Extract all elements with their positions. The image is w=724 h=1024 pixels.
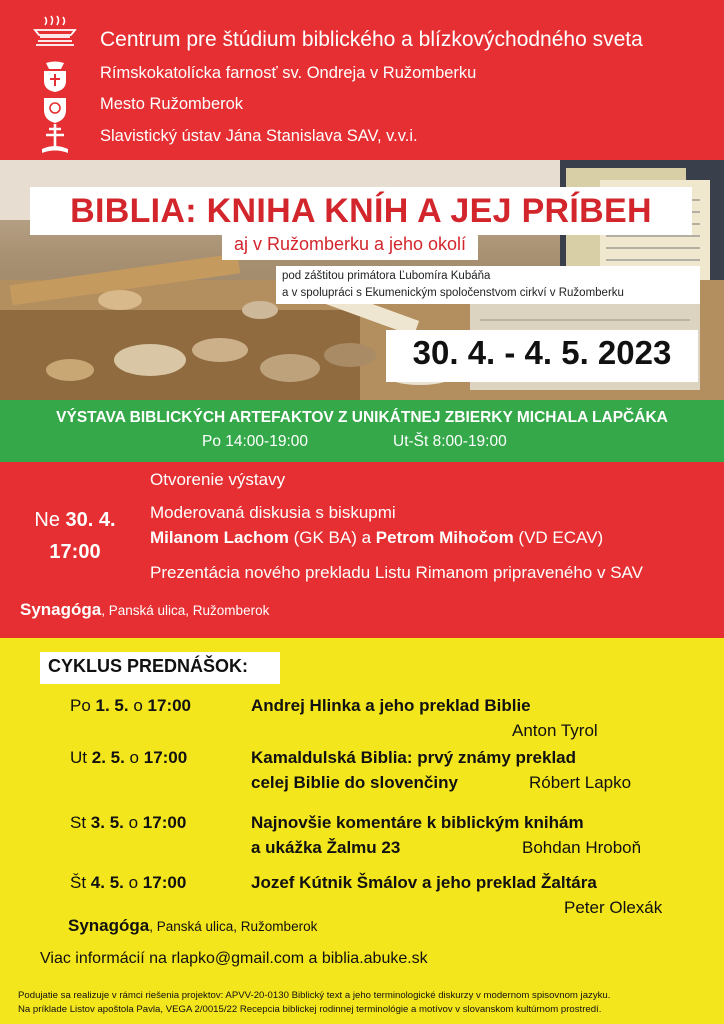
opening-time: 17:00 xyxy=(49,541,101,563)
patron-line-2: a v spolupráci s Ekumenickým spoločenstvom cirkví v Ružomberku xyxy=(282,287,624,299)
lamp-logo-icon xyxy=(32,14,78,48)
lecture-2-speaker: Róbert Lapko xyxy=(529,773,632,792)
hours-tue-thu: Ut-Št 8:00-19:00 xyxy=(393,433,507,450)
org-institute: Slavistický ústav Jána Stanislava SAV, v.v.i. xyxy=(100,127,418,145)
lecture-1-title: Andrej Hlinka a jeho preklad Biblie xyxy=(251,696,531,715)
opening-bishops: Milanom Lachom (GK BA) a Petrom Mihočom (VD ECAV) xyxy=(150,528,604,547)
patron-text xyxy=(282,268,624,302)
contact-info: Viac informácií na rlapko@gmail.com a biblia.abuke.sk xyxy=(40,950,428,967)
bishop-1: Milanom Lachom xyxy=(150,528,289,547)
opening-item-2: Moderovaná diskusia s biskupmi xyxy=(150,503,396,522)
opening-item-3: Prezentácia nového prekladu Listu Rimanom pripraveného v SAV xyxy=(150,563,643,582)
header xyxy=(0,0,724,160)
opening-datetime xyxy=(20,504,130,568)
lecture-2-date: Ut 2. 5. o 17:00 xyxy=(70,748,188,767)
lecture-3-title-1: Najnovšie komentáre k biblickým knihám xyxy=(251,813,584,832)
event-title: BIBLIA: KNIHA KNÍH A JEJ PRÍBEH xyxy=(70,192,652,230)
lecture-4-date: Št 4. 5. o 17:00 xyxy=(70,873,187,892)
opening-day: Ne xyxy=(34,509,66,531)
lecture-3-date: St 3. 5. o 17:00 xyxy=(70,813,187,832)
institute-cross-icon xyxy=(32,122,78,156)
opening-item-1: Otvorenie výstavy xyxy=(150,470,286,489)
opening-date: 30. 4. xyxy=(65,509,116,531)
venue-name: Synagóga xyxy=(20,600,102,619)
org-center: Centrum pre štúdium biblického a blízkovýchodného sveta xyxy=(100,28,643,51)
lecture-4-title: Jozef Kútnik Šmálov a jeho preklad Žaltára xyxy=(251,873,597,892)
event-date-range: 30. 4. - 4. 5. 2023 xyxy=(412,334,672,371)
lecture-4-speaker: Peter Olexák xyxy=(564,898,663,917)
lecture-3-speaker: Bohdan Hroboň xyxy=(522,838,642,857)
footer-line-2: Na príklade Listov apoštola Pavla, VEGA 2/0015/22 Recepcia biblickej rodinnej terminológie a motívov v slovanskom kultúrnom prostredí. xyxy=(18,1004,602,1015)
lecture-2-title-1: Kamaldulská Biblia: prvý známy preklad xyxy=(251,748,577,767)
patron-line-1: pod záštitou primátora Ľubomíra Kubáňa xyxy=(282,270,491,282)
lecture-3-title-2: a ukážka Žalmu 23 xyxy=(251,838,401,857)
lecture-1-date: Po 1. 5. o 17:00 xyxy=(70,696,192,715)
footer-line-1: Podujatie sa realizuje v rámci riešenia projektov: APVV-20-0130 Biblický text a jeho terminologické diskurzy v modernom spisovnom jazyku. xyxy=(18,990,611,1001)
opening-venue: Synagóga, Panská ulica, Ružomberok xyxy=(20,600,270,619)
parish-crest-icon xyxy=(32,60,78,94)
hours-monday: Po 14:00-19:00 xyxy=(202,433,309,450)
event-subtitle: aj v Ružomberku a jeho okolí xyxy=(233,234,467,254)
lecture-heading: CYKLUS PREDNÁŠOK: xyxy=(48,656,249,676)
exhibition-title: VÝSTAVA BIBLICKÝCH ARTEFAKTOV Z UNIKÁTNEJ ZBIERKY MICHALA LAPČÁKA xyxy=(56,409,668,426)
org-parish: Rímskokatolícka farnosť sv. Ondreja v Ružomberku xyxy=(100,64,477,82)
lecture-2-title-2: celej Biblie do slovenčiny xyxy=(251,773,458,792)
lecture-1-speaker: Anton Tyrol xyxy=(512,721,598,740)
lecture-venue: Synagóga, Panská ulica, Ružomberok xyxy=(68,916,318,935)
bishop-2: Petrom Mihočom xyxy=(375,528,514,547)
org-town: Mesto Ružomberok xyxy=(100,95,244,113)
